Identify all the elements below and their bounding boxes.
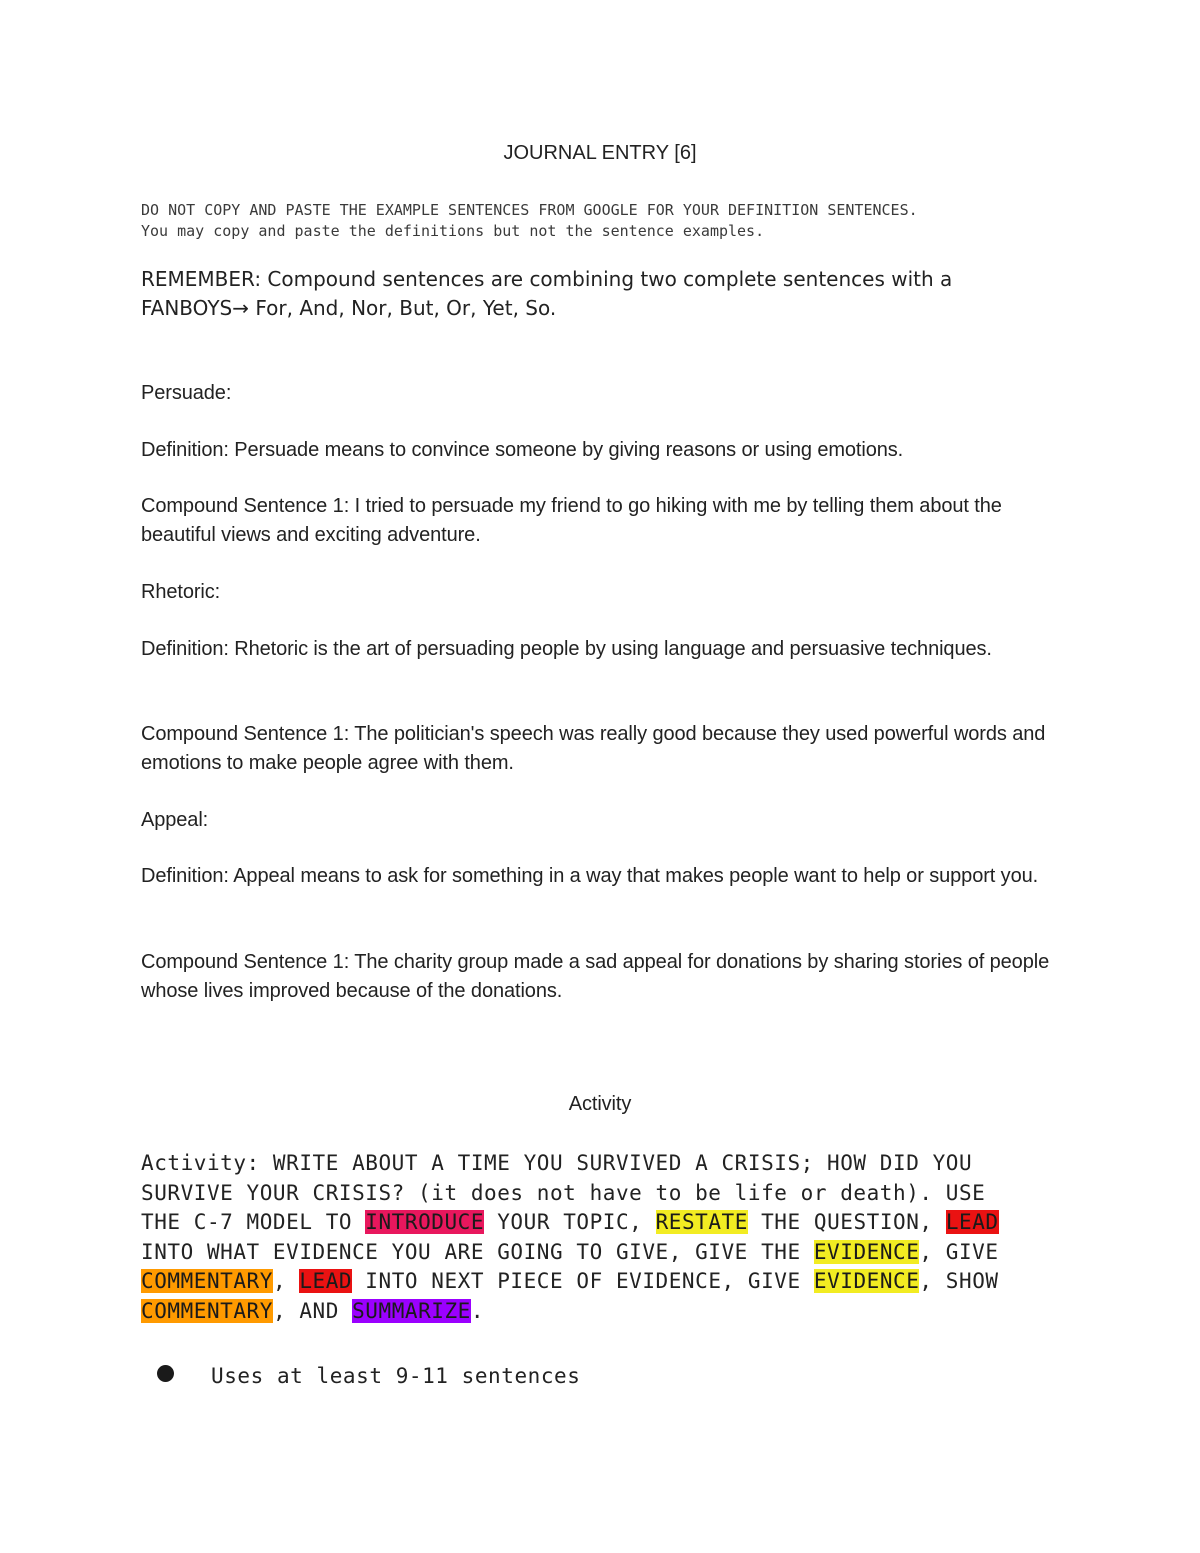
definition-appeal: Definition: Appeal means to ask for something in a way that makes people want to help or support you. xyxy=(141,865,1039,887)
highlight-summarize: SUMMARIZE xyxy=(352,1298,471,1323)
activity-line-2: SURVIVE YOUR CRISIS? (it does not have to be life or death). USE xyxy=(141,1180,986,1205)
highlight-lead: LEAD xyxy=(299,1269,353,1294)
warning-line-2: You may copy and paste the definitions but not the sentence examples. xyxy=(141,222,765,240)
definition-rhetoric: Definition: Rhetoric is the art of persuading people by using language and persuasive techniques. xyxy=(141,638,992,660)
highlight-lead: LEAD xyxy=(945,1210,999,1235)
document-title: JOURNAL ENTRY [6] xyxy=(503,142,697,164)
requirement-list-item xyxy=(157,1362,857,1392)
compound-sentence-appeal: Compound Sentence 1: The charity group made a sad appeal for donations by sharing stories of people whose lives improved because of the donations. xyxy=(141,951,1050,1002)
highlight-commentary: COMMENTARY xyxy=(141,1298,273,1323)
document-page xyxy=(141,0,1061,1553)
definition-persuade: Definition: Persuade means to convince someone by giving reasons or using emotions. xyxy=(141,439,904,461)
activity-line-6: COMMENTARY, AND SUMMARIZE. xyxy=(141,1298,485,1323)
word-heading-rhetoric: Rhetoric: xyxy=(141,581,221,603)
highlight-restate: RESTATE xyxy=(655,1210,748,1235)
word-heading-persuade: Persuade: xyxy=(141,382,232,404)
word-heading-appeal: Appeal: xyxy=(141,809,209,831)
compound-sentence-rhetoric: Compound Sentence 1: The politician's speech was really good because they used powerful words and emotions to make people agree with them. xyxy=(141,723,1046,774)
requirement-text: Uses at least 9-11 sentences xyxy=(211,1364,581,1388)
activity-instructions xyxy=(141,1149,1066,1327)
activity-line-5: COMMENTARY, LEAD INTO NEXT PIECE OF EVIDENCE, GIVE EVIDENCE, SHOW xyxy=(141,1269,999,1294)
highlight-introduce: INTRODUCE xyxy=(365,1210,485,1235)
warning-line-1: DO NOT COPY AND PASTE THE EXAMPLE SENTENCES FROM GOOGLE FOR YOUR DEFINITION SENTENCES. xyxy=(141,201,918,219)
bullet-icon xyxy=(157,1365,174,1382)
highlight-commentary: COMMENTARY xyxy=(141,1269,273,1294)
activity-line-3: THE C-7 MODEL TO INTRODUCE YOUR TOPIC, RESTATE THE QUESTION, LEAD xyxy=(141,1210,999,1235)
highlight-evidence: EVIDENCE xyxy=(813,1269,920,1294)
compound-sentence-persuade: Compound Sentence 1: I tried to persuade my friend to go hiking with me by telling them about the beautiful views and exciting adventure. xyxy=(141,495,1002,546)
activity-line-1: Activity: WRITE ABOUT A TIME YOU SURVIVED A CRISIS; HOW DID YOU xyxy=(141,1151,973,1175)
highlight-evidence: EVIDENCE xyxy=(813,1239,920,1264)
remember-note: REMEMBER: Compound sentences are combining two complete sentences with a FANBOYS→ For, And, Nor, But, Or, Yet, So. xyxy=(141,267,953,320)
activity-line-4: INTO WHAT EVIDENCE YOU ARE GOING TO GIVE, GIVE THE EVIDENCE, GIVE xyxy=(141,1239,999,1264)
activity-heading: Activity xyxy=(568,1093,632,1115)
